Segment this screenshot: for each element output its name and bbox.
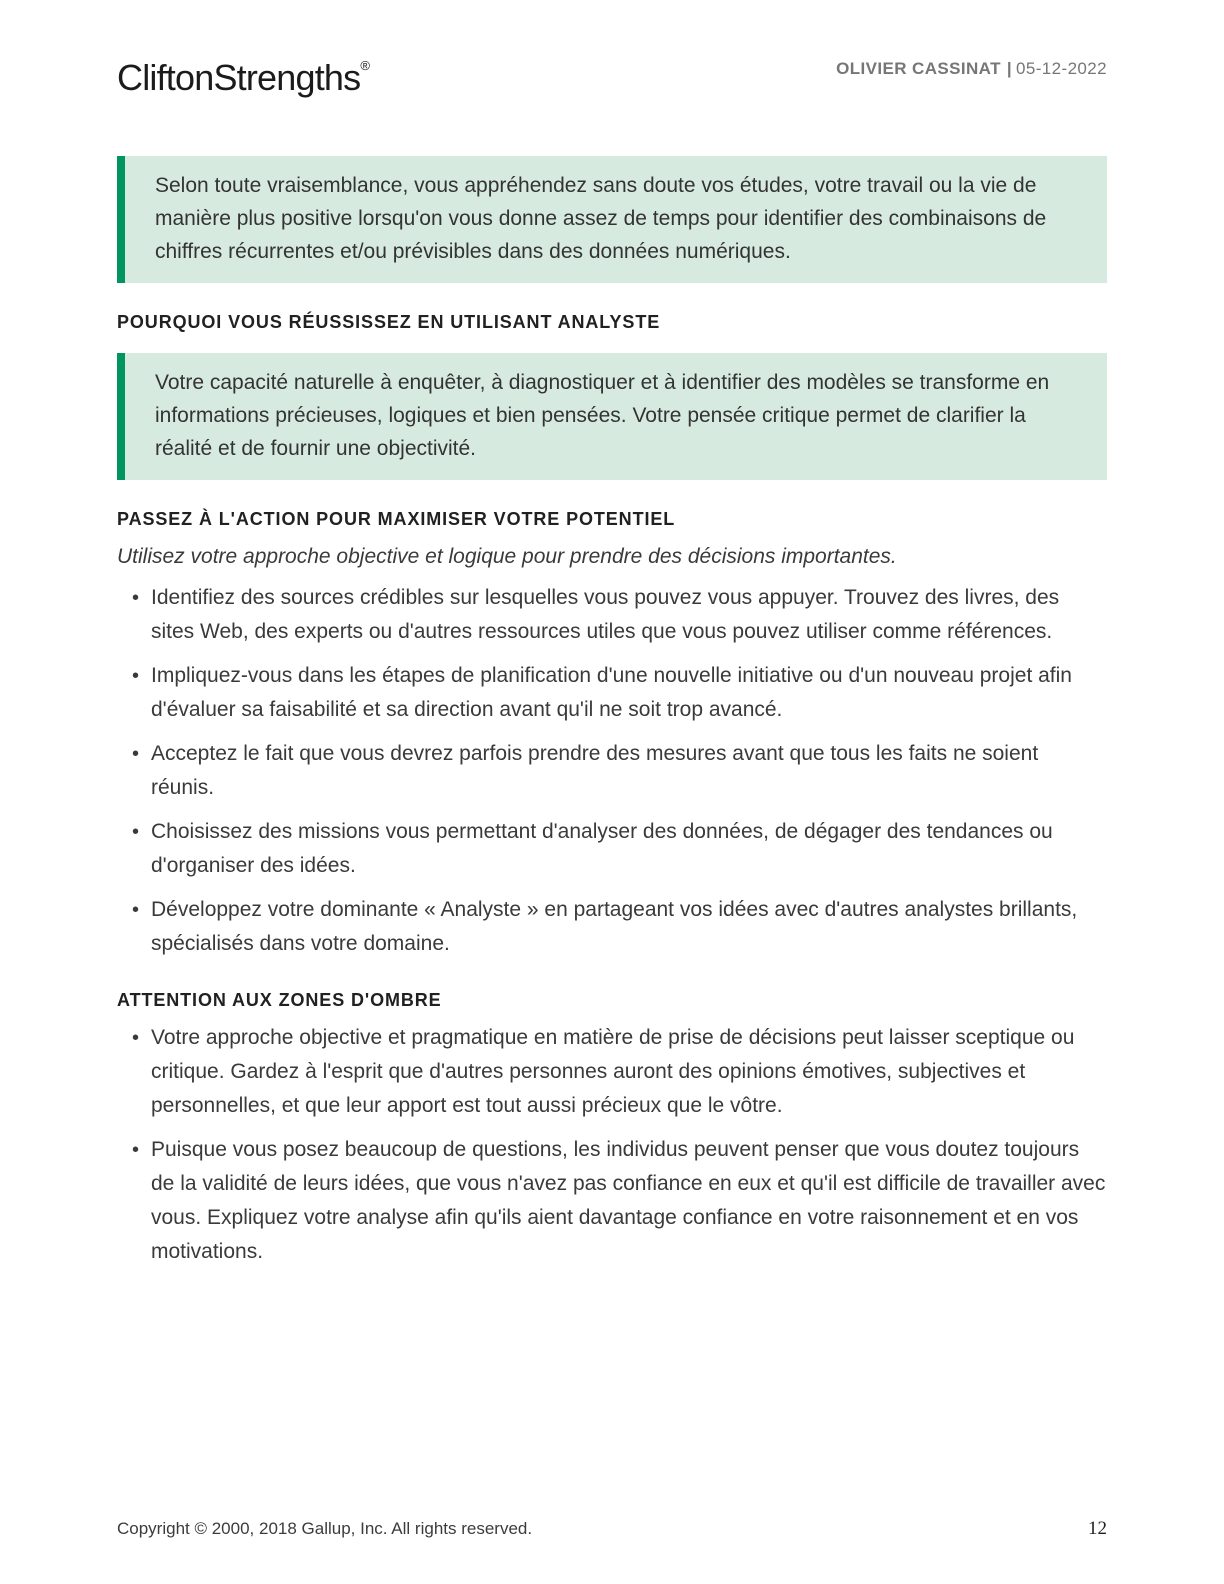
logo-text: CliftonStrengths: [117, 57, 361, 98]
list-item: • Impliquez-vous dans les étapes de planification d'une nouvelle initiative ou d'un nouveau projet afin d'évaluer sa faisabilité et sa direction avant qu'il ne soit trop avancé.: [117, 659, 1107, 727]
owner-date-separator: |: [1006, 59, 1013, 78]
copyright-notice: Copyright © 2000, 2018 Gallup, Inc. All rights reserved.: [117, 1519, 533, 1538]
section-take-action: [117, 508, 1107, 961]
take-action-bullet-list: [117, 581, 1107, 961]
take-action-heading: PASSEZ À L'ACTION POUR MAXIMISER VOTRE POTENTIEL: [117, 509, 676, 529]
page-number: 12: [1088, 1518, 1107, 1539]
page-footer: [117, 1518, 1107, 1540]
list-item: • Développez votre dominante « Analyste » en partageant vos idées avec d'autres analystes brillants, spécialisés dans votre domaine.: [117, 893, 1107, 961]
summary-callout-text: Selon toute vraisemblance, vous appréhendez sans doute vos études, votre travail ou la vie de manière plus positive lorsqu'on vous donne assez de temps pour identifier des combinaisons de chiffres récurrentes et/ou prévisibles dans des données numériques.: [155, 174, 1047, 263]
section-blind-spots: [117, 989, 1107, 1269]
section-why-you-succeed: [117, 311, 1107, 480]
why-you-succeed-callout-text: Votre capacité naturelle à enquêter, à diagnostiquer et à identifier des modèles se transforme en informations précieuses, logiques et bien pensées. Votre pensée critique permet de clarifier la réalité et de fournir une objectivité.: [155, 371, 1050, 460]
section-summary: [117, 156, 1107, 283]
why-you-succeed-callout: [117, 353, 1107, 480]
list-item: • Puisque vous posez beaucoup de questions, les individus peuvent penser que vous doutez toujours de la validité de leurs idées, que vous n'avez pas confiance en eux et qu'il est difficile de travailler avec vous. Expliquez votre analyse afin qu'ils aient davantage confiance en votre raisonnement et en vos motivations.: [117, 1133, 1107, 1269]
list-item: • Votre approche objective et pragmatique en matière de prise de décisions peut laisser sceptique ou critique. Gardez à l'esprit que d'autres personnes auront des opinions émotives, subjectives et personnelles, et que leur apport est tout aussi précieux que le vôtre.: [117, 1021, 1107, 1123]
why-you-succeed-heading: POURQUOI VOUS RÉUSSISSEZ EN UTILISANT ANALYSTE: [117, 312, 661, 332]
report-owner-line: [836, 59, 1107, 79]
list-item: • Identifiez des sources crédibles sur lesquelles vous pouvez vous appuyer. Trouvez des livres, des sites Web, des experts ou d'autres ressources utiles que vous pouvez utiliser comme références.: [117, 581, 1107, 649]
blind-spots-bullet-list: [117, 1021, 1107, 1269]
list-item: • Choisissez des missions vous permettant d'analyser des données, de dégager des tendances ou d'organiser des idées.: [117, 815, 1107, 883]
page-header: [117, 46, 1107, 98]
registered-trademark-icon: ®: [360, 58, 370, 73]
summary-callout: [117, 156, 1107, 283]
report-date: 05-12-2022: [1016, 59, 1107, 78]
list-item: • Acceptez le fait que vous devrez parfois prendre des mesures avant que tous les faits ne soient réunis.: [117, 737, 1107, 805]
take-action-intro: Utilisez votre approche objective et logique pour prendre des décisions importantes.: [117, 545, 897, 568]
cliftonstrengths-logo: [117, 46, 370, 98]
owner-name: OLIVIER CASSINAT: [836, 59, 1001, 78]
blind-spots-heading: ATTENTION AUX ZONES D'OMBRE: [117, 990, 442, 1010]
